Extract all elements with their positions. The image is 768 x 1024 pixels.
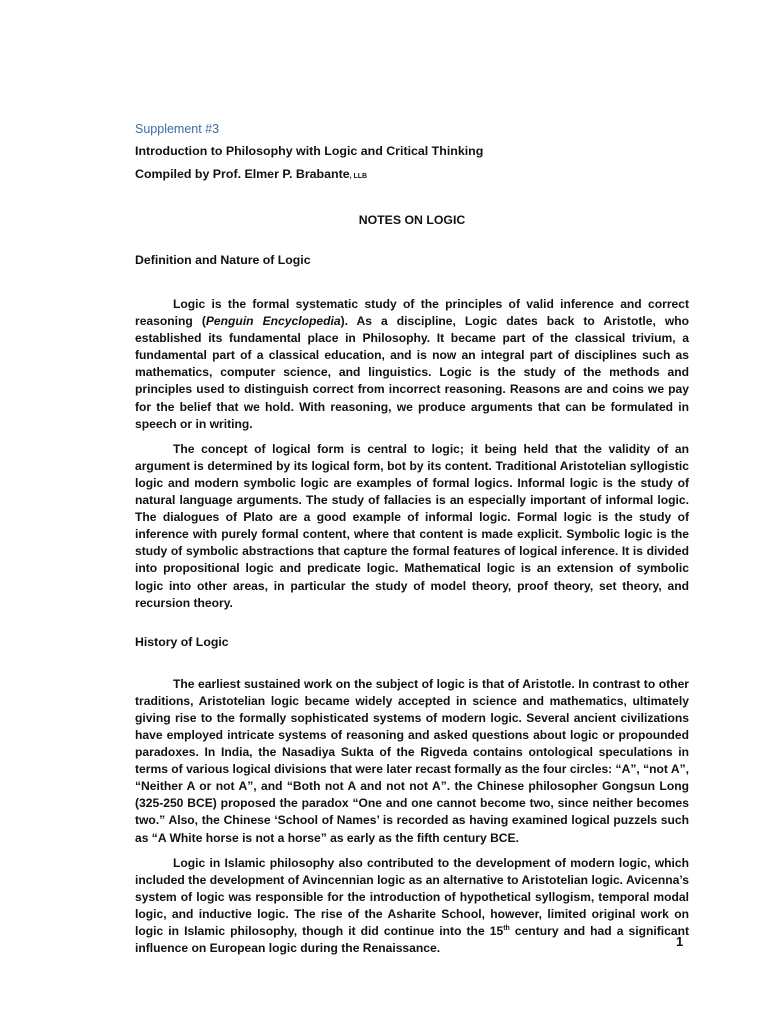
paragraph-text: ). As a discipline, Logic dates back to Aristotle, who established its fundamental place in Philosophy. It became part of the classical trivium, a fundamental part of a classical education, and is now an integral part of disciplines such as mathematics, computer science, and linguistics. Logic is the study of the methods and principles used to distinguish correct from incorrect reasoning. Reasons are and coins we pay for the belief that we hold. With reasoning, we produce arguments that can be formulated in speech or in writing. bbox=[135, 314, 690, 431]
compiler-credential: , LLB bbox=[349, 173, 368, 180]
citation-source: Penguin Encyclopedia bbox=[205, 314, 341, 329]
paragraph-text: century and had a significant influence on European logic during the Renaissance. bbox=[135, 924, 689, 956]
document-body bbox=[135, 121, 689, 957]
section-heading-definition: Definition and Nature of Logic bbox=[135, 253, 311, 267]
paragraph-history: The earliest sustained work on the subject of logic is that of Aristotle. In contrast to other traditions, Aristotelian logic became widely accepted in science and mathematics, ultimately giving rise to the formally sophisticated systems of modern logic. Several ancient civilizations have employed intricate systems of reasoning and asked questions about logic or propounded paradoxes. In India, the Nasadiya Sukta of the Rigveda contains ontological speculations in terms of various logical divisions that were later recast formally as the four circles: “A”, “not A”, “Neither A or not A”, and “Both not A and not not A”. the Chinese philosopher Gongsun Long (325-250 BCE) proposed the paradox “One and one cannot become two, since neither becomes two.” Also, the Chinese ‘School of Names’ is recorded as having examined logical puzzels such as “A White horse is not a horse” as early as the fifth century BCE. bbox=[135, 676, 690, 845]
paragraph-definition bbox=[135, 296, 689, 433]
paragraph-text: Logic is the formal systematic study of the principles of valid inference and correct reasoning ( bbox=[135, 297, 689, 329]
supplement-label: Supplement #3 bbox=[135, 122, 220, 136]
compiler-line bbox=[135, 166, 689, 189]
ordinal-suffix: th bbox=[503, 924, 510, 932]
paragraph-logical-form: The concept of logical form is central to logic; it being held that the validity of an argument is determined by its logical form, bot by its content. Traditional Aristotelian syllogistic logic and modern symbolic logic are examples of formal logics. Informal logic is the study of natural language arguments. The study of fallacies is an especially important of informal logic. The dialogues of Plato are a good example of informal logic. Formal logic is the study of inference with purely formal content, where that content is made explicit. Symbolic logic is the study of symbolic abstractions that capture the formal features of logical inference. It is divided into propositional logic and predicate logic. Mathematical logic is an extension of symbolic logic into other areas, in particular the study of model theory, proof theory, set theory, and recursion theory. bbox=[135, 441, 689, 610]
course-title: Introduction to Philosophy with Logic and Critical Thinking bbox=[135, 144, 484, 158]
section-heading-history: History of Logic bbox=[135, 634, 229, 649]
document-title: NOTES ON LOGIC bbox=[358, 213, 466, 227]
page-number: 1 bbox=[676, 934, 684, 949]
compiler-name: Compiled by Prof. Elmer P. Brabante bbox=[135, 167, 350, 181]
paragraph-islamic-logic bbox=[135, 855, 689, 958]
paragraph-text: Logic in Islamic philosophy also contributed to the development of modern logic, which included the development of Avincennian logic as an alternative to Aristotelian logic. Avicenna’s system of logic was responsible for the introduction of hypothetical syllogism, temporal modal logic, and inductive logic. The rise of the Asharite School, however, limited original work on logic in Islamic philosophy, though it did continue into the 15 bbox=[135, 855, 689, 938]
